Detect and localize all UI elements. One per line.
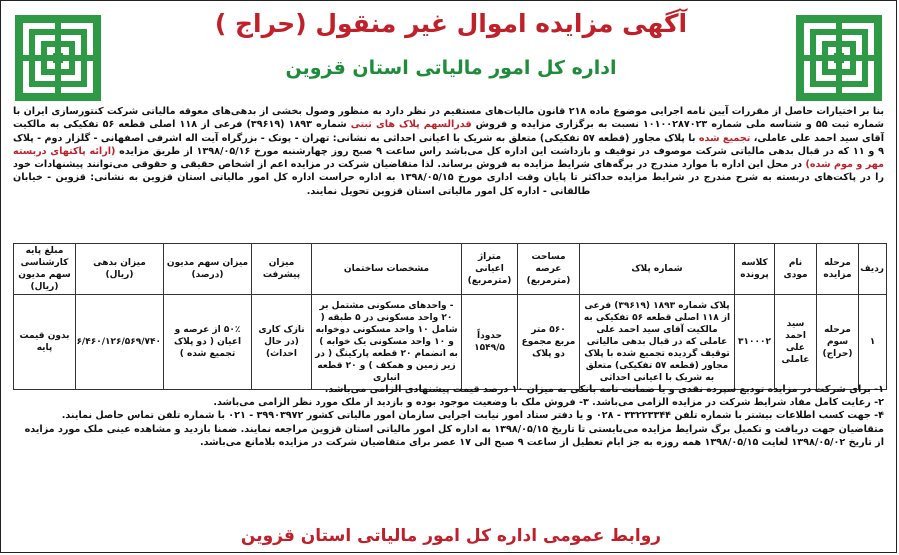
cell-share-percent: ۵۰٪ از عرصه و اعیان ( دو پلاک تجمیع شده ) <box>164 295 252 390</box>
header-taxpayer-name: نام مودی <box>775 244 817 295</box>
cell-file-class: ۳۱۰۰۰۲ <box>735 295 775 390</box>
intro-highlight-1: قدرالسهم پلاک های ثبتی <box>350 119 472 131</box>
cell-auction-stage: مرحله سوم (حراج) <box>817 295 859 390</box>
header-building-area: متراژ اعیانی (مترمربع) <box>462 244 518 295</box>
header-file-class: کلاسه پرونده <box>735 244 775 295</box>
cell-base-price: بدون قیمت پایه <box>14 295 76 390</box>
public-relations-footer: روابط عمومی اداره کل امور مالیاتی استان قزوین <box>240 526 662 546</box>
cell-land-area: ۵۶۰ متر مربع مجموع دو پلاک <box>518 295 580 390</box>
table-header-row <box>14 244 887 295</box>
note-item: ۱- برای شرکت در مزایده تودیع سپرده نقدی و یا ضمانت نامه بانکی به میزان ۱۰ درصد قیمت پیشنهادی الزامی می‌باشد. <box>324 384 884 395</box>
intro-highlight-2: تجمیع شده <box>698 132 751 144</box>
intro-text-4: در محل این اداره با موارد مندرج در برگه‌های شرایط مزایده به فروش برساند. لذا متقاضیان شرکت در مزایده اعم از اشخاص حقیقی و حقوقی می‌توانند پیشنهادات خود را در پاکت‌های دربسته به شرح مندرج در شرایط مزایده حداکثر تا پایان وقت اداری مورخ ۱۳۹۸/۰۵/۱۵ به اداره حراست اداره کل امور مالیاتی استان قزوین به نشانی: قزوین - خیابان طالقانی - اداره کل امور مالیاتی استان قزوین تحویل نمایند. <box>13 159 884 197</box>
auction-table <box>13 243 887 390</box>
header-plate-number: شماره پلاک <box>580 244 735 295</box>
intro-paragraph <box>13 105 884 239</box>
header-progress: میزان پیشرفت <box>252 244 312 295</box>
notes-section <box>13 383 884 449</box>
notice-subtitle: اداره کل امور مالیاتی استان قزوین <box>285 57 617 79</box>
header-building-specs: مشخصات ساختمان <box>312 244 462 295</box>
table-row <box>14 295 887 390</box>
cell-taxpayer-name: سید احمد علی عاملی <box>775 295 817 390</box>
intro-text-1: بنا بر اختیارات حاصل از مقررات آیین نامه اجرایی موضوع ماده ۲۱۸ قانون مالیات‌های مستقیم در نظر دارد به منظور وصول بخشی از بدهی‌های معوقه مالیاتی شرکت کنتورسازی ایران با شماره ثبت ۵۵ و شناسه ملی شماره ۱۰۱۰۰۲۸۷۰۲۳ نسبت به برگزاری مزایده و فروش <box>13 106 884 131</box>
note-item: ۲- رعایت کامل مفاد شرایط شرکت در مزایده الزامی می‌باشد. ۳- فروش ملک با وضعیت موجود بوده و بازدید از ملک مورد نظر الزامی می‌باشد. <box>213 397 884 409</box>
note-item: ۴- جهت کسب اطلاعات بیشتر با شماره تلفن ۳۳۲۲۳۳۴۴ - ۰۲۸ و یا دفتر ستاد امور نیابت اجرایی سازمان امور مالیاتی کشور ۳۹۹۰۳۹۷۲ - ۰۲۱ با شماره تلفن تماس حاصل نمایند. <box>61 410 884 422</box>
header-share-percent: میزان سهم مدیون (درصد) <box>164 244 252 295</box>
intro-text-3: با پلاک مجاور (قطعه ۵۷ تفکیکی) متعلق به شریک با اعیانی احداثی به نشانی: تهران - پونک - بزرگراه آیت اله اشرفی اصفهانی - گلزار دوم - پلاک ۹ و ۱۱ که در قبال بدهی مالیاتی شرکت موصوف در توقیف و بازداشت این اداره کل می‌باشد راس ساعت ۹ صبح روز چهارشنبه مورخ ۱۳۹۸/۰۵/۱۶ از طریق مزایده <box>13 132 884 157</box>
tax-emblem-right-icon <box>796 15 882 101</box>
header-base-price: مبلغ پایه کارشناسی سهم مدیون (ریال) <box>14 244 76 295</box>
header-land-area: مساحت عرصه (مترمربع) <box>518 244 580 295</box>
notice-title: آگهی مزایده اموال غیر منقول (حراج ) <box>214 9 688 38</box>
cell-row-number: ۱ <box>859 295 887 390</box>
intro-highlight-3: (ارائه پاکتهای دربسته مهر و موم شده) <box>13 145 884 171</box>
cell-plate-number: پلاک شماره ۱۸۹۳ (۳۹۶۱۹) فرعی از ۱۱۸ اصلی قطعه ۵۶ تفکیکی به مالکیت آقای سید احمد علی عاملی که در قبال بدهی مالیاتی توقیف گردیده تجمیع شده با پلاک مجاور (قطعه ۵۷ تفکیکی) متعلق به شریک با اعیانی احداثی <box>580 295 735 390</box>
cell-building-specs: - واحدهای مسکونی مشتمل بر ۲۰ واحد مسکونی در ۵ طبقه ( شامل ۱۰ واحد مسکونی دوخوابه و ۱۰ واحد مسکونی یک خوابه ) به انضمام ۲۰ قطعه پارکینگ ( در زیر زمین و همکف ) و ۲۰ قطعه انباری <box>312 295 462 390</box>
tax-emblem-left-icon <box>15 15 101 101</box>
header-debt-amount: میزان بدهی (ریال) <box>76 244 164 295</box>
header-auction-stage: مرحله مزایده <box>817 244 859 295</box>
note-item: متقاضیان جهت دریافت و تکمیل برگ شرایط مزایده می‌بایستی تا تاریخ ۱۳۹۸/۰۵/۱۵ به اداره کل امور مالیاتی استان قزوین مراجعه نمایند. ضمنا بازدید و مشاهده عینی ملک مورد مزایده از تاریخ ۱۳۹۸/۰۵/۰۲ لغایت ۱۳۹۸/۰۵/۱۵ همه روزه به جز ایام تعطیل از ساعت ۹ صبح الی ۱۷ عصر برای متقاضیان شرکت در مزایده بلامانع می‌باشد. <box>24 423 884 448</box>
cell-debt-amount: ۶/۴۶۰/۱۲۶/۵۶۹/۷۴۰ <box>76 295 164 390</box>
intro-text-2: شماره ۱۸۹۳ (۳۹۶۱۹) فرعی از ۱۱۸ اصلی قطعه ۵۶ تفکیکی به مالکیت آقای سید احمد علی عاملی، <box>13 119 884 144</box>
header-row-number: ردیف <box>859 244 887 295</box>
cell-building-area: حدوداً ۱۵۴۹/۵ <box>462 295 518 390</box>
cell-progress: نازک کاری (در حال احداث) <box>252 295 312 390</box>
